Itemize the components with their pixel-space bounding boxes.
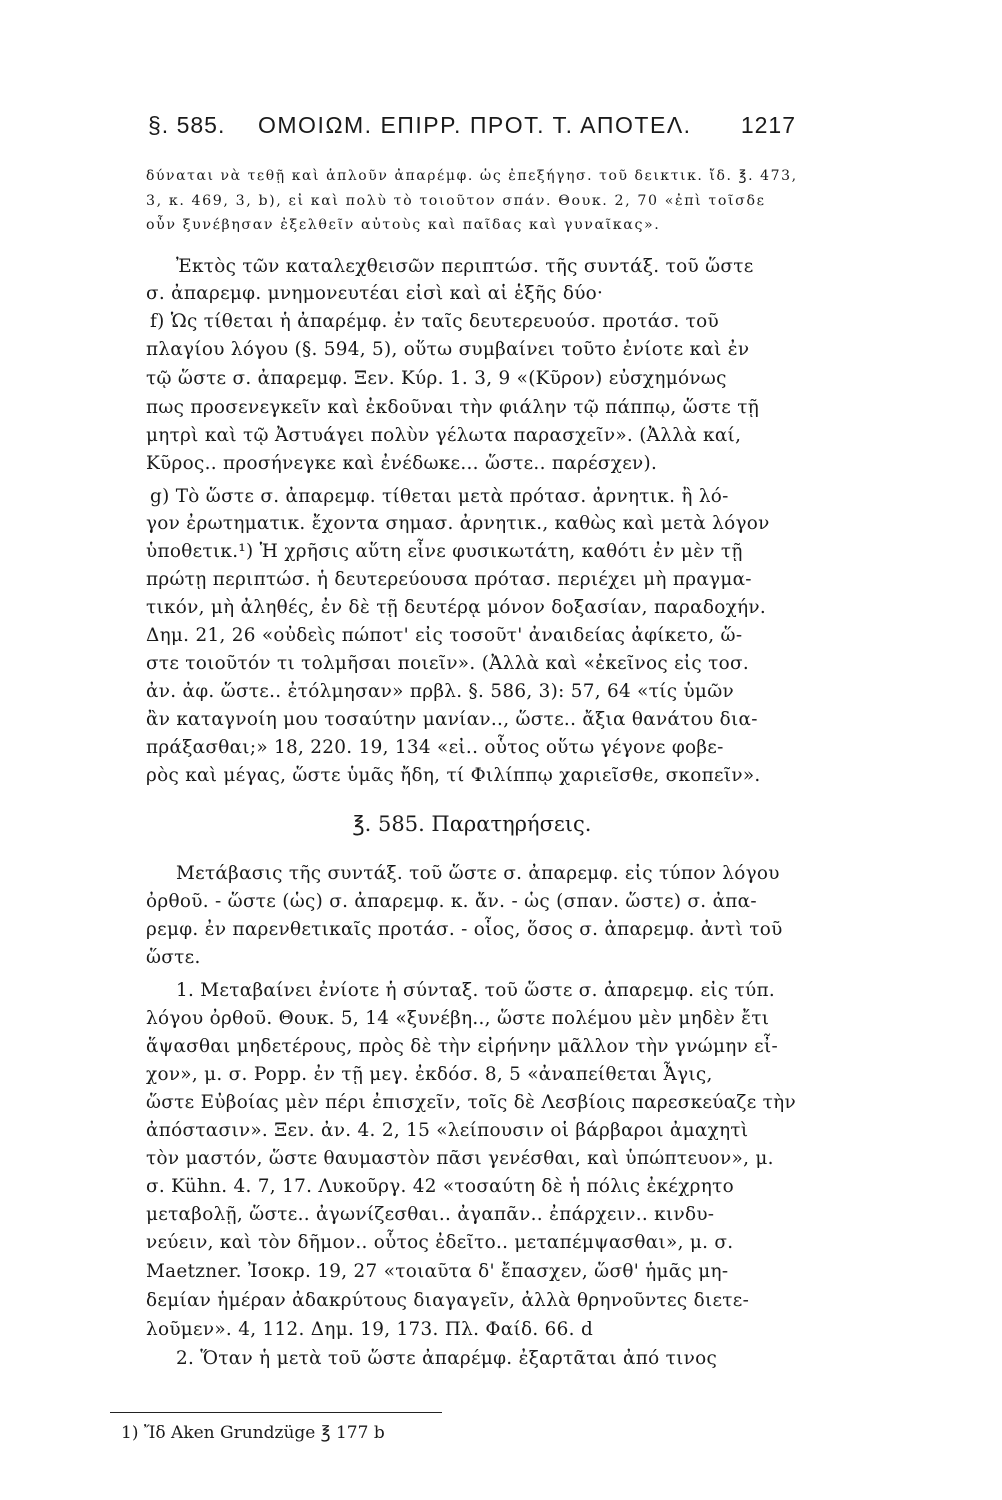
- text-line: λόγου ὀρθοῦ. Θουκ. 5, 14 «ξυνέβη.., ὥστε πολέμου μὲν μηδὲν ἔτι: [146, 1008, 770, 1029]
- text-line: σ. Kühn. 4. 7, 17. Λυκοῦργ. 42 «τοσαύτη δὲ ἡ πόλις ἐκέχρητο: [146, 1176, 734, 1197]
- text-line: ἅψασθαι μηδετέρους, πρὸς δὲ τὴν εἰρήνην μᾶλλον τὴν γνώμην εἶ-: [146, 1036, 779, 1057]
- page-number: 1217: [740, 112, 796, 138]
- text-line: Maetzner. Ἰσοκρ. 19, 27 «τοιαῦτα δ' ἔπασχεν, ὥσθ' ἡμᾶς μη-: [146, 1261, 729, 1282]
- text-line: 2. Ὅταν ἡ μετὰ τοῦ ὥστε ἀπαρέμφ. ἐξαρτᾶται ἀπό τινος: [176, 1348, 718, 1369]
- header-section-number: §. 585.: [148, 112, 226, 138]
- text-line: πλαγίου λόγου (§. 594, 5), οὕτω συμβαίνει τοῦτο ἐνίοτε καὶ ἐν: [146, 339, 750, 360]
- text-line: πράξασθαι;» 18, 220. 19, 134 «εἰ.. οὗτος οὕτω γέγονε φοβε-: [146, 737, 724, 758]
- text-line: χον», μ. σ. Popp. ἐν τῇ μεγ. ἐκδόσ. 8, 5 «ἀναπείθεται Ἆγις,: [146, 1064, 713, 1085]
- text-line: ἀπόστασιν». Ξεν. ἀν. 4. 2, 15 «λείπουσιν οἱ βάρβαροι ἀμαχητὶ: [146, 1120, 749, 1141]
- text-line: πως προσενεγκεῖν καὶ ἐκδοῦναι τὴν φιάλην τῷ πάππῳ, ὥστε τῇ: [146, 397, 760, 418]
- text-line: Ἐκτὸς τῶν καταλεχθεισῶν περιπτώσ. τῆς συντάξ. τοῦ ὥστε: [176, 256, 754, 277]
- text-line: τὸν μαστόν, ὥστε θαυμαστὸν πᾶσι γενέσθαι, καὶ ὑπώπτευον», μ.: [146, 1148, 774, 1169]
- text-line: g) Τὸ ὥστε σ. ἀπαρεμφ. τίθεται μετὰ πρότασ. ἀρνητικ. ἢ λό-: [150, 486, 729, 507]
- text-line: σ. ἀπαρεμφ. μνημονευτέαι εἰσὶ καὶ αἱ ἑξῆς δύο·: [146, 283, 604, 304]
- text-line: τικόν, μὴ ἀληθές, ἐν δὲ τῇ δευτέρᾳ μόνον δοξασίαν, παραδοχήν.: [146, 597, 767, 618]
- text-line: γον ἐρωτηματικ. ἔχοντα σημασ. ἀρνητικ., καθὼς καὶ μετὰ λόγον: [146, 513, 770, 534]
- text-line: δεμίαν ἡμέραν ἀδακρύτους διαγαγεῖν, ἀλλὰ θρηνοῦντες διετε-: [146, 1290, 750, 1311]
- text-line: ὀρθοῦ. - ὥστε (ὡς) σ. ἀπαρεμφ. κ. ἄν. - ὡς (σπαν. ὥστε) σ. ἀπα-: [146, 891, 757, 912]
- text-line: ὑποθετικ.¹) Ἡ χρῆσις αὕτη εἶνε φυσικωτάτη, καθότι ἐν μὲν τῇ: [146, 541, 743, 562]
- small-text-line: δύναται νὰ τεθῇ καὶ ἁπλοῦν ἀπαρέμφ. ὡς ἐπεξήγησ. τοῦ δεικτικ. ἴδ. ℥. 473,: [146, 168, 798, 184]
- footnote: 1) Ἴδ Aken Grundzüge ℥ 177 b: [121, 1423, 385, 1443]
- text-line: νεύειν, καὶ τὸν δῆμον.. οὗτος ἐδεῖτο.. μεταπέμψασθαι», μ. σ.: [146, 1232, 734, 1253]
- text-line: 1. Μεταβαίνει ἐνίοτε ἡ σύνταξ. τοῦ ὥστε σ. ἀπαρεμφ. εἰς τύπ.: [176, 980, 776, 1001]
- text-line: ἂν καταγνοίη μου τοσαύτην μανίαν.., ὥστε.. ἄξια θανάτου δια-: [146, 709, 758, 730]
- text-line: f) Ὡς τίθεται ἡ ἀπαρέμφ. ἐν ταῖς δευτερευούσ. προτάσ. τοῦ: [150, 311, 719, 332]
- header-title: ΟΜΟΙΩΜ. ΕΠΙΡΡ. ΠΡΟΤ. Τ. ΑΠΟΤΕΛ.: [258, 112, 692, 138]
- section-heading: ℥. 585. Παρατηρήσεις.: [352, 812, 592, 836]
- running-header: [148, 112, 796, 148]
- text-line: Δημ. 21, 26 «οὐδεὶς πώποτ' εἰς τοσοῦτ' ἀναιδείας ἀφίκετο, ὥ-: [146, 625, 743, 646]
- small-text-line: οὖν ξυνέβησαν ἐξελθεῖν αὐτοὺς καὶ παῖδας καὶ γυναῖκας».: [146, 217, 661, 233]
- text-line: Κῦρος.. προσήνεγκε καὶ ἐνέδωκε... ὥστε.. παρέσχεν).: [146, 453, 658, 474]
- text-line: ρεμφ. ἐν παρενθετικαῖς προτάσ. - οἷος, ὅσος σ. ἀπαρεμφ. ἀντὶ τοῦ: [146, 919, 783, 940]
- text-line: ὥστε Εὐβοίας μὲν πέρι ἐπισχεῖν, τοῖς δὲ Λεσβίοις παρεσκεύαζε τὴν: [146, 1092, 796, 1113]
- text-line: πρώτῃ περιπτώσ. ἡ δευτερεύουσα πρότασ. περιέχει μὴ πραγμα-: [146, 569, 752, 590]
- text-line: λοῦμεν». 4, 112. Δημ. 19, 173. Πλ. Φαίδ. 66. d: [146, 1319, 594, 1340]
- text-line: ὥστε.: [146, 947, 201, 968]
- text-line: Μετάβασις τῆς συντάξ. τοῦ ὥστε σ. ἀπαρεμφ. εἰς τύπον λόγου: [176, 863, 780, 884]
- text-line: μητρὶ καὶ τῷ Ἀστυάγει πολὺν γέλωτα παρασχεῖν». (Ἀλλὰ καί,: [146, 425, 742, 446]
- text-line: ρὸς καὶ μέγας, ὥστε ὑμᾶς ἤδη, τί Φιλίππῳ χαριεῖσθε, σκοπεῖν».: [146, 765, 761, 786]
- text-line: ἀν. ἀφ. ὥστε.. ἐτόλμησαν» πρβλ. §. 586, 3): 57, 64 «τίς ὑμῶν: [146, 681, 734, 702]
- text-line: στε τοιοῦτόν τι τολμῆσαι ποιεῖν». (Ἀλλὰ καὶ «ἐκεῖνος εἰς τοσ.: [146, 653, 750, 674]
- text-line: τῷ ὥστε σ. ἀπαρεμφ. Ξεν. Κύρ. 1. 3, 9 «(Κῦρον) εὐσχημόνως: [146, 368, 727, 389]
- footnote-rule: [110, 1412, 442, 1413]
- text-line: μεταβολῇ, ὥστε.. ἀγωνίζεσθαι.. ἀγαπᾶν.. ἐπάρχειν.. κινδυ-: [146, 1204, 715, 1225]
- small-text-line: 3, κ. 469, 3, b), εἰ καὶ πολὺ τὸ τοιοῦτον σπάν. Θουκ. 2, 70 «ἐπὶ τοῖσδε: [146, 193, 766, 209]
